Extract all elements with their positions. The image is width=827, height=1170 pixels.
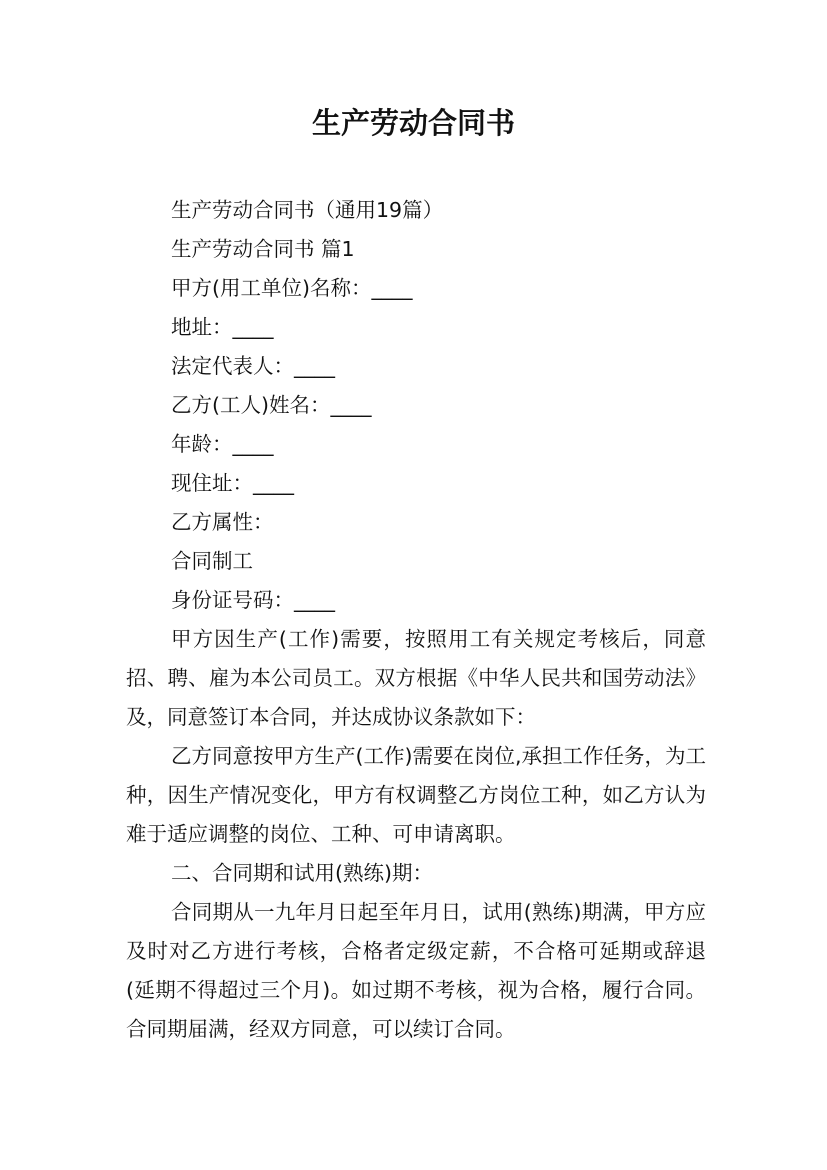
- legal-representative-field: 法定代表人：____: [171, 354, 335, 378]
- subtitle-line: 生产劳动合同书（通用19篇）: [171, 198, 444, 222]
- party-a-name-field: 甲方(用工单位)名称：____: [171, 276, 413, 300]
- document-title: 生产劳动合同书: [311, 106, 515, 140]
- section-heading: 生产劳动合同书 篇1: [171, 237, 355, 261]
- party-b-name-field: 乙方(工人)姓名：____: [171, 393, 372, 417]
- current-address-field: 现住址：____: [171, 471, 294, 495]
- contract-type-line: 合同制工: [171, 549, 253, 573]
- id-number-field: 身份证号码：____: [171, 588, 335, 612]
- address-field: 地址：____: [171, 315, 274, 339]
- section-two-heading: 二、合同期和试用(熟练)期：: [171, 861, 433, 885]
- paragraph-intro: 甲方因生产(工作)需要，按照用工有关规定考核后，同意招、聘、雇为本公司员工。双方根据《中华人民共和国劳动法》及，同意签订本合同，并达成协议条款如下：: [126, 627, 706, 729]
- paragraph-contract-period: 合同期从一九年月日起至年月日，试用(熟练)期满，甲方应及时对乙方进行考核，合格者定级定薪，不合格可延期或辞退(延期不得超过三个月)。如过期不考核，视为合格，履行合同。合同期届满，经双方同意，可以续订合同。: [126, 900, 706, 1041]
- paragraph-job-assignment: 乙方同意按甲方生产(工作)需要在岗位,承担工作任务，为工种，因生产情况变化，甲方有权调整乙方岗位工种，如乙方认为难于适应调整的岗位、工种、可申请离职。: [126, 744, 707, 846]
- party-b-attribute-field: 乙方属性：: [171, 510, 274, 534]
- age-field: 年龄：____: [171, 432, 274, 456]
- document-body: [126, 191, 706, 1049]
